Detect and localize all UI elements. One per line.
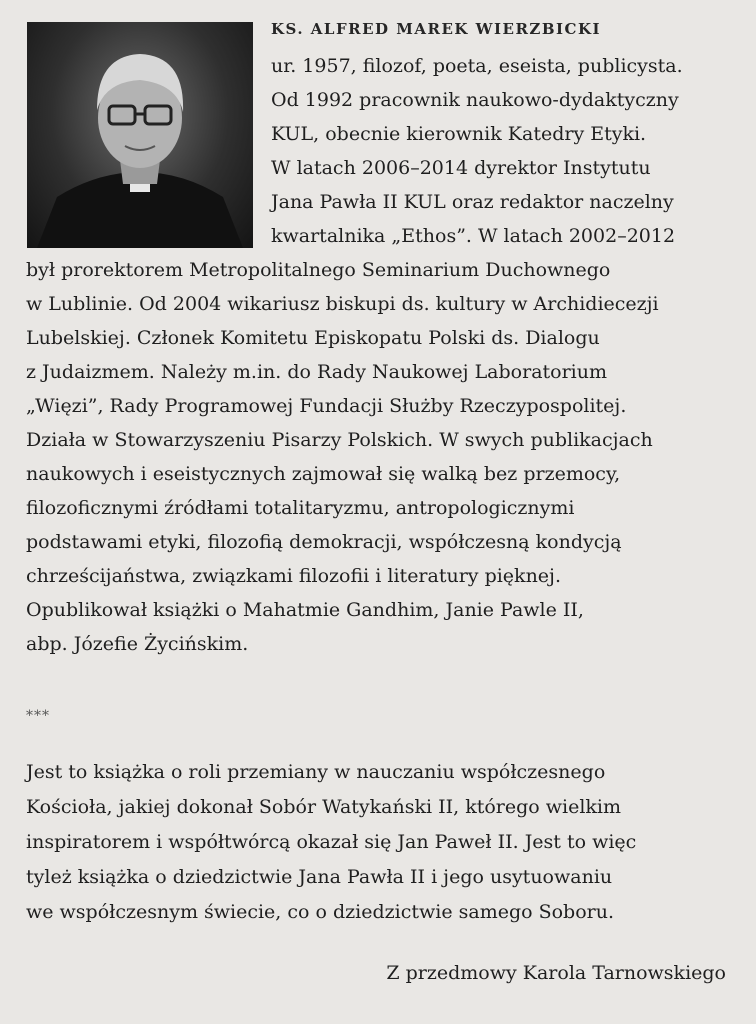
quote-line: tyleż książka o dziedzictwie Jana Pawła II i jego usytuowaniu bbox=[26, 866, 613, 888]
bio-line: abp. Józefie Życińskim. bbox=[26, 633, 249, 655]
section-separator: *** bbox=[26, 708, 50, 724]
quote-line: Jest to książka o roli przemiany w nauczaniu współczesnego bbox=[26, 761, 606, 783]
quote-line: inspiratorem i współtwórcą okazał się Jan Paweł II. Jest to więc bbox=[26, 831, 637, 853]
bio-line: KUL, obecnie kierownik Katedry Etyki. bbox=[271, 123, 647, 145]
quote-line: Kościoła, jakiej dokonał Sobór Watykański II, którego wielkim bbox=[26, 796, 622, 818]
bio-line: W latach 2006–2014 dyrektor Instytutu bbox=[271, 157, 651, 179]
bio-line: ur. 1957, filozof, poeta, eseista, publicysta. bbox=[271, 55, 683, 77]
bio-line: chrześcijaństwa, związkami filozofii i literatury pięknej. bbox=[26, 565, 561, 587]
bio-line: Od 1992 pracownik naukowo-dydaktyczny bbox=[271, 89, 679, 111]
bio-line: podstawami etyki, filozofią demokracji, współczesną kondycją bbox=[26, 531, 622, 553]
bio-line: w Lublinie. Od 2004 wikariusz biskupi ds. kultury w Archidiecezji bbox=[26, 293, 659, 315]
author-portrait-icon bbox=[27, 22, 253, 248]
bio-line: „Więzi”, Rady Programowej Fundacji Służby Rzeczypospolitej. bbox=[26, 395, 627, 417]
bio-line: naukowych i eseistycznych zajmował się walką bez przemocy, bbox=[26, 463, 621, 485]
quote-line: we współczesnym świecie, co o dziedzictwie samego Soboru. bbox=[26, 901, 615, 923]
bio-line: był prorektorem Metropolitalnego Seminarium Duchownego bbox=[26, 259, 611, 281]
bio-line: kwartalnika „Ethos”. W latach 2002–2012 bbox=[271, 225, 676, 247]
bio-line: Lubelskiej. Członek Komitetu Episkopatu Polski ds. Dialogu bbox=[26, 327, 600, 349]
bio-line: filozoficznymi źródłami totalitaryzmu, antropologicznymi bbox=[26, 497, 575, 519]
bio-line: z Judaizmem. Należy m.in. do Rady Naukowej Laboratorium bbox=[26, 361, 608, 383]
author-name: KS. ALFRED MAREK WIERZBICKI bbox=[271, 20, 602, 38]
bio-line: Opublikował książki o Mahatmie Gandhim, Janie Pawle II, bbox=[26, 599, 584, 621]
bio-line: Działa w Stowarzyszeniu Pisarzy Polskich. W swych publikacjach bbox=[26, 429, 653, 451]
bio-line: Jana Pawła II KUL oraz redaktor naczelny bbox=[271, 191, 674, 213]
quote-attribution: Z przedmowy Karola Tarnowskiego bbox=[386, 962, 726, 984]
author-photo bbox=[27, 22, 253, 248]
